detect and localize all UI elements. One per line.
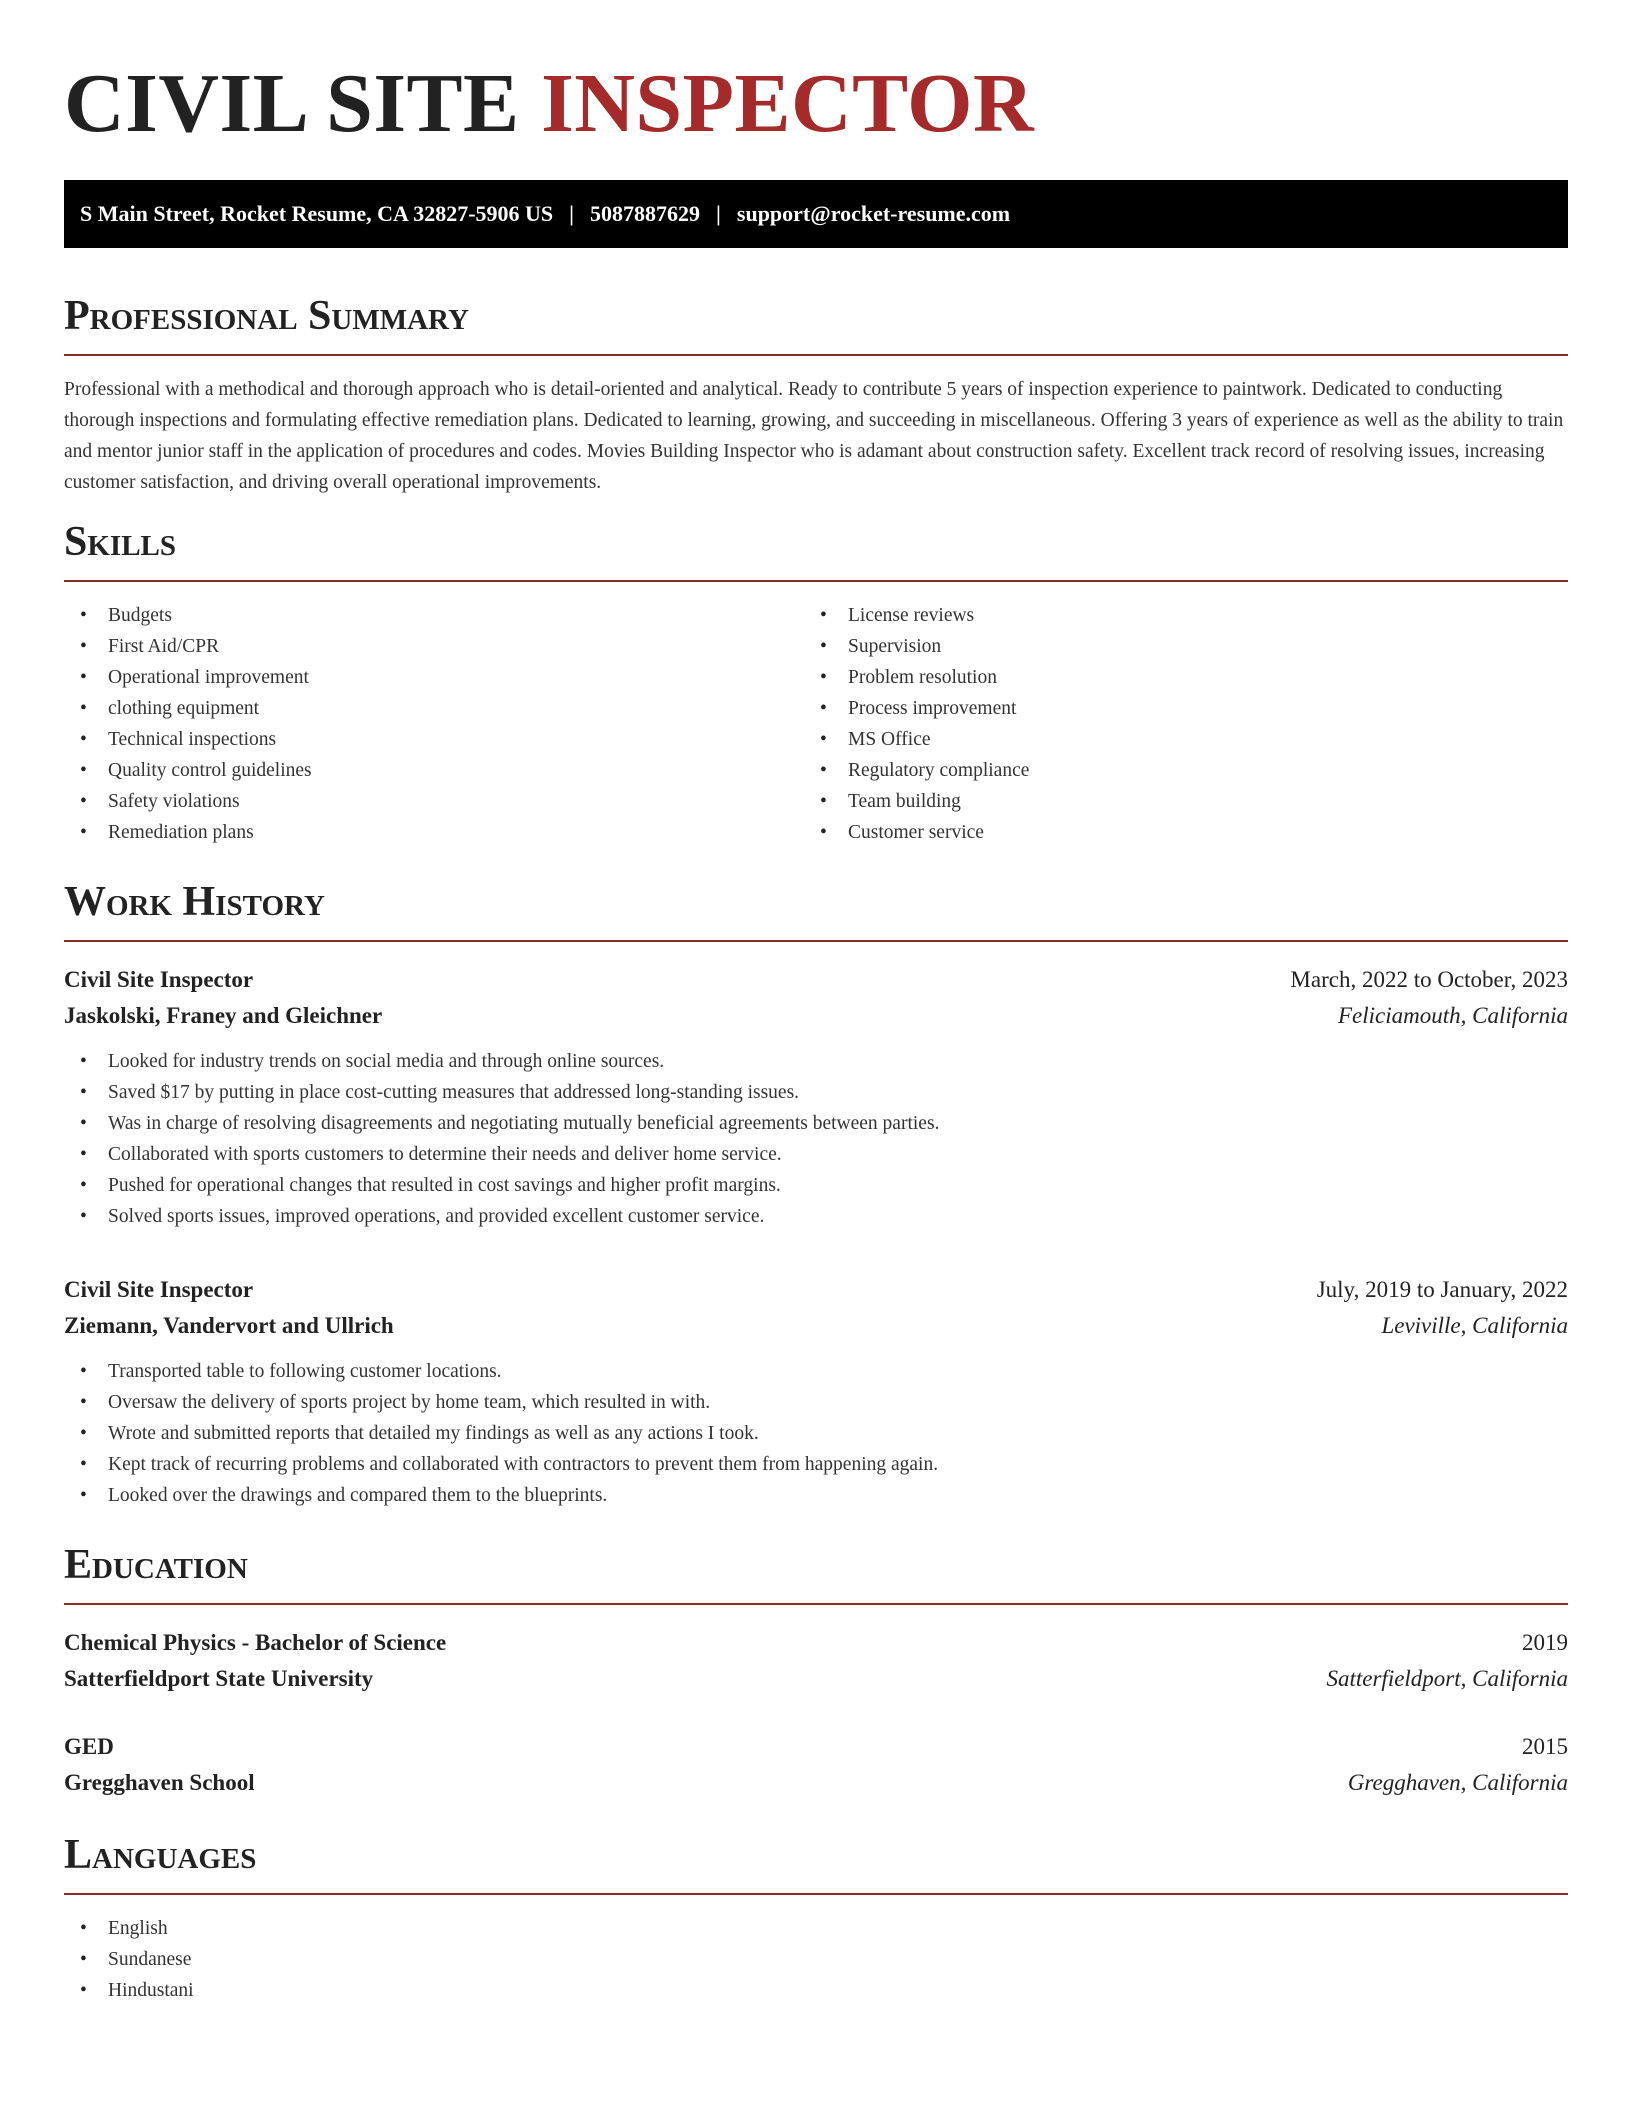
- contact-email: support@rocket-resume.com: [736, 201, 1011, 226]
- list-item: • Transported table to following customer locations.: [64, 1356, 1568, 1387]
- education-degree: Chemical Physics - Bachelor of Science: [64, 1630, 447, 1655]
- list-item: • Solved sports issues, improved operations, and provided excellent customer service.: [64, 1201, 1568, 1232]
- list-item: • clothing equipment: [64, 693, 804, 724]
- list-item: • Sundanese: [64, 1944, 1568, 1975]
- education-school: Satterfieldport State University: [64, 1666, 374, 1691]
- list-item: • Hindustani: [64, 1975, 1568, 2006]
- education-school-row: [64, 1661, 1568, 1697]
- job-company: Ziemann, Vandervort and Ullrich: [64, 1313, 394, 1338]
- list-item: • Customer service: [804, 817, 1544, 848]
- education-year: 2015: [1522, 1734, 1568, 1759]
- summary-text: Professional with a methodical and thorough approach who is detail-oriented and analytical. Ready to contribute 5 years of inspection experience to paintwork. Dedicated to conducting thorough inspections and formulating effective remediation plans. Dedicated to learning, growing, and succeeding in miscellaneous. Offering 3 years of experience as well as the ability to train and mentor junior staff in the application of procedures and codes. Movies Building Inspector who is adamant about construction safety. Excellent track record of resolving issues, increasing customer satisfaction, and driving overall operational improvements.: [64, 379, 1564, 493]
- list-item: • Collaborated with sports customers to determine their needs and deliver home service.: [64, 1139, 1568, 1170]
- list-item: • Regulatory compliance: [804, 755, 1544, 786]
- education-school-row: [64, 1765, 1568, 1801]
- job-position: Civil Site Inspector: [64, 1277, 254, 1302]
- contact-address: S Main Street, Rocket Resume, CA 32827-5906 US: [80, 201, 554, 226]
- job-dates: July, 2019 to January, 2022: [1316, 1277, 1568, 1302]
- section-divider: [64, 354, 1568, 356]
- list-item: • Looked over the drawings and compared them to the blueprints.: [64, 1480, 1568, 1511]
- skills-grid: [64, 582, 1568, 848]
- list-item: • Saved $17 by putting in place cost-cutting measures that addressed long-standing issues.: [64, 1077, 1568, 1108]
- summary-section: [64, 292, 1568, 498]
- skills-section: [64, 518, 1568, 848]
- education-location: Satterfieldport, California: [1326, 1666, 1568, 1691]
- list-item: • Problem resolution: [804, 662, 1544, 693]
- job-company: Jaskolski, Franey and Gleichner: [64, 1003, 383, 1028]
- skills-list: [804, 600, 1544, 848]
- job-bullets: [64, 1356, 1568, 1511]
- section-divider: [64, 1893, 1568, 1895]
- education-location: Gregghaven, California: [1347, 1770, 1568, 1795]
- contact-separator: |: [569, 201, 575, 226]
- contact-separator: |: [716, 201, 721, 226]
- languages-section: [64, 1831, 1568, 2006]
- job-company-row: [64, 1308, 1568, 1344]
- list-item: • Was in charge of resolving disagreements and negotiating mutually beneficial agreements between parties.: [64, 1108, 1568, 1139]
- job-dates: March, 2022 to October, 2023: [1290, 967, 1568, 992]
- languages-list: [64, 1913, 1568, 2006]
- education-section: [64, 1541, 1568, 1801]
- list-item: • MS Office: [804, 724, 1544, 755]
- list-item: • First Aid/CPR: [64, 631, 804, 662]
- education-degree: GED: [64, 1734, 114, 1759]
- contact-bar: [64, 180, 1568, 248]
- skills-list: [64, 600, 804, 848]
- list-item: • Budgets: [64, 600, 804, 631]
- section-title: Skills: [64, 519, 177, 565]
- education-school: Gregghaven School: [64, 1770, 255, 1795]
- list-item: • Quality control guidelines: [64, 755, 804, 786]
- job-header-row: [64, 1272, 1568, 1308]
- list-item: • Looked for industry trends on social media and through online sources.: [64, 1046, 1568, 1077]
- education-entry: [64, 1729, 1568, 1801]
- name-first: CIVIL SITE: [64, 57, 542, 150]
- job-bullets: [64, 1046, 1568, 1232]
- job-position: Civil Site Inspector: [64, 967, 254, 992]
- education-header-row: [64, 1625, 1568, 1661]
- list-item: • Kept track of recurring problems and collaborated with contractors to prevent them from happening again.: [64, 1449, 1568, 1480]
- education-header-row: [64, 1729, 1568, 1765]
- section-title: Languages: [64, 1832, 257, 1878]
- list-item: • English: [64, 1913, 1568, 1944]
- job-entry: [64, 1272, 1568, 1511]
- list-item: • License reviews: [804, 600, 1544, 631]
- section-divider: [64, 940, 1568, 942]
- section-title: Work History: [64, 879, 325, 925]
- job-entry: [64, 962, 1568, 1232]
- section-title: Professional Summary: [64, 293, 469, 339]
- education-entry: [64, 1625, 1568, 1697]
- job-header-row: [64, 962, 1568, 998]
- work-section: [64, 878, 1568, 1511]
- name-last: INSPECTOR: [541, 57, 1035, 150]
- list-item: • Wrote and submitted reports that detailed my findings as well as any actions I took.: [64, 1418, 1568, 1449]
- resume-page: [64, 0, 1568, 2006]
- list-item: • Process improvement: [804, 693, 1544, 724]
- section-title: Education: [64, 1542, 248, 1588]
- list-item: • Remediation plans: [64, 817, 804, 848]
- skills-column-left: [64, 582, 804, 848]
- job-location: Leviville, California: [1381, 1313, 1568, 1338]
- list-item: • Operational improvement: [64, 662, 804, 693]
- list-item: • Pushed for operational changes that resulted in cost savings and higher profit margins.: [64, 1170, 1568, 1201]
- job-company-row: [64, 998, 1568, 1034]
- list-item: • Supervision: [804, 631, 1544, 662]
- list-item: • Oversaw the delivery of sports project by home team, which resulted in with.: [64, 1387, 1568, 1418]
- contact-phone: 5087887629: [590, 201, 701, 226]
- resume-name: [64, 56, 1568, 152]
- job-location: Feliciamouth, California: [1338, 1003, 1568, 1028]
- list-item: • Technical inspections: [64, 724, 804, 755]
- list-item: • Team building: [804, 786, 1544, 817]
- list-item: • Safety violations: [64, 786, 804, 817]
- section-divider: [64, 1603, 1568, 1605]
- education-year: 2019: [1522, 1630, 1568, 1655]
- skills-column-right: [804, 582, 1544, 848]
